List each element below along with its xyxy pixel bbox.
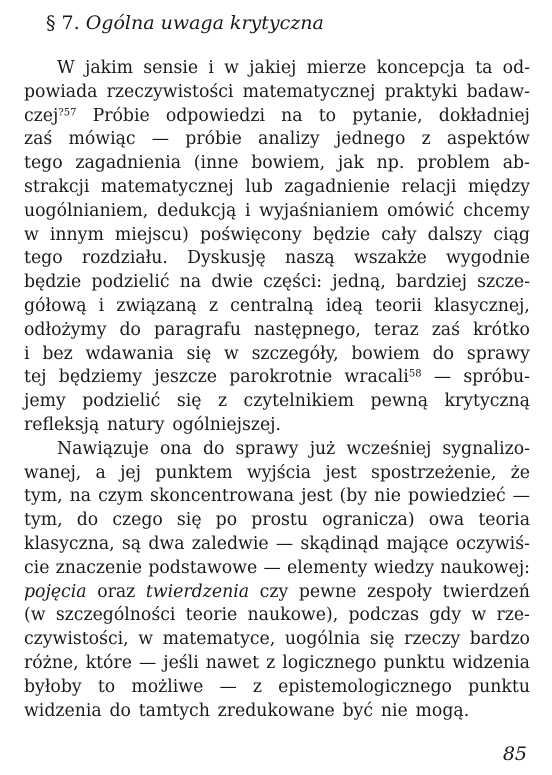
text-line <box>24 414 530 438</box>
word: skoncentrowana <box>150 486 295 507</box>
word: związaną <box>116 295 197 316</box>
word: dwa <box>148 533 185 554</box>
word: naszą <box>284 248 335 269</box>
emphasized-word: pojęcia <box>24 581 87 602</box>
word: — <box>512 486 530 507</box>
word: bardziej <box>396 272 467 293</box>
text-line <box>24 295 530 319</box>
text-line <box>24 509 530 533</box>
word: i <box>244 200 251 221</box>
word: ab- <box>502 153 530 174</box>
word: podstawowe <box>148 557 258 578</box>
word: elementy <box>286 557 368 578</box>
word: punktu <box>383 652 446 673</box>
text-line <box>24 200 530 224</box>
word: logicznego <box>282 652 377 673</box>
word: paragrafu <box>153 319 242 340</box>
text-line <box>24 557 530 581</box>
word: będzie <box>24 272 82 293</box>
word: i <box>208 58 214 78</box>
word: klasycznej, <box>433 295 530 316</box>
word: rze- <box>496 605 530 626</box>
word: widzenia <box>24 700 102 721</box>
word: wiedzy <box>373 557 435 578</box>
word: zespoły <box>366 581 432 602</box>
section-heading <box>46 10 324 36</box>
word: podzielić <box>82 391 161 412</box>
word: wyjścia <box>246 462 312 483</box>
word: wygodnie <box>446 248 530 269</box>
emphasized-word: twierdzenia <box>145 581 250 602</box>
word: czym <box>98 486 143 507</box>
word: praktyki <box>384 81 458 102</box>
word: pewną <box>370 391 429 412</box>
word: odpowiedzi <box>165 105 266 126</box>
word: w <box>224 58 239 78</box>
word: pewne <box>298 581 357 602</box>
word: w <box>138 629 154 650</box>
word: ta <box>475 58 493 78</box>
word: po <box>215 510 238 531</box>
word: epistemologicznego <box>278 676 452 697</box>
word: są <box>121 533 142 554</box>
word: rozdziału. <box>81 248 168 269</box>
word: znaczenie <box>55 557 143 578</box>
word: teorii <box>375 295 422 316</box>
word: sprawy <box>235 438 299 459</box>
word: matematycznej <box>100 176 234 197</box>
word: jak <box>337 153 364 174</box>
word: — <box>138 652 157 673</box>
word: czywistości, <box>24 629 129 650</box>
word: teorie <box>185 605 238 626</box>
word: matematycznej <box>242 81 376 102</box>
word: jeszcze <box>154 367 217 388</box>
text-line <box>24 366 530 390</box>
word: które <box>85 652 132 673</box>
word: bardzo <box>469 629 530 650</box>
word: z <box>421 129 431 150</box>
word: aspektów <box>446 129 530 150</box>
word: ogranicza) <box>322 510 415 531</box>
section-title: Ogólna uwaga krytyczna <box>85 12 324 34</box>
word: w <box>24 224 39 245</box>
word: ideą <box>325 295 363 316</box>
word: — <box>275 533 294 554</box>
word: Próbie <box>92 105 150 126</box>
text-line <box>24 604 530 628</box>
body-text <box>24 57 530 723</box>
word: oczywiś- <box>455 533 530 554</box>
word: ciąg <box>493 224 530 245</box>
word: owa <box>428 510 465 531</box>
footnote-marker: ?57 <box>58 107 77 119</box>
word: nawet <box>205 652 260 673</box>
word: jej <box>120 462 142 483</box>
word: odłożymy <box>24 319 107 340</box>
word: rzeczy <box>404 629 461 650</box>
word: wanej, <box>24 462 82 483</box>
word: następnego, <box>254 319 361 340</box>
word: tego <box>24 248 63 269</box>
word: mierze <box>306 58 367 78</box>
text-line <box>24 176 530 200</box>
word: tym, <box>24 510 63 531</box>
word: analizy <box>258 129 320 150</box>
word: np. <box>376 153 405 174</box>
word: W <box>57 58 75 78</box>
word: uogólnia <box>284 629 361 650</box>
word: czego <box>112 510 163 531</box>
word: jeśli <box>163 652 199 673</box>
word: powiedzieć <box>408 486 506 507</box>
word: omówić <box>387 200 455 221</box>
word: problem <box>417 153 490 174</box>
word: (by <box>339 486 368 507</box>
word: że <box>510 462 530 483</box>
word: różne, <box>24 652 79 673</box>
word: — <box>433 367 452 388</box>
text-line <box>24 390 530 414</box>
word: będzie <box>312 224 371 245</box>
text-line <box>24 676 530 700</box>
word: do <box>119 319 141 340</box>
word: to <box>318 105 337 126</box>
paragraph <box>24 438 530 724</box>
word: badaw- <box>466 81 530 102</box>
word: zaś <box>24 129 53 150</box>
text-line <box>24 438 530 462</box>
word: pytanie, <box>352 105 423 126</box>
word: jedną, <box>332 272 386 293</box>
word: gdy <box>429 605 462 626</box>
text-line <box>24 700 530 724</box>
word: a <box>95 462 106 483</box>
word: z <box>252 676 263 697</box>
word: zredukowane <box>217 700 335 721</box>
text-line <box>24 652 530 676</box>
word: cały <box>381 224 417 245</box>
text-line <box>24 485 530 509</box>
word: wyjaśnianiem <box>259 200 379 221</box>
word: refleksją <box>24 414 100 435</box>
word: poświęcony <box>199 224 302 245</box>
word: rzeczywistości <box>106 81 234 102</box>
word: spostrzeżenie, <box>370 462 497 483</box>
word: spróbu- <box>463 367 530 388</box>
word: będziemy <box>58 367 143 388</box>
word: do <box>109 700 131 721</box>
word: czy <box>259 581 289 602</box>
word: dwie <box>211 272 253 293</box>
word: i <box>24 343 30 364</box>
text-line <box>24 57 530 81</box>
word: do <box>432 343 455 364</box>
text-line <box>24 152 530 176</box>
word: do <box>202 438 225 459</box>
word: szczegóły, <box>251 343 339 364</box>
text-line <box>24 628 530 652</box>
word: dedukcją <box>156 200 237 221</box>
text-line <box>24 105 530 129</box>
word: twierdzeń <box>442 581 530 602</box>
text-line <box>24 247 530 271</box>
word: na <box>69 486 92 507</box>
text-line <box>24 224 530 248</box>
word: sensie <box>143 58 199 78</box>
word: sygnalizo- <box>442 438 530 459</box>
word: już <box>309 438 336 459</box>
word: Nawiązuje <box>57 438 149 459</box>
word: (w <box>24 605 46 626</box>
word: bowiem <box>351 343 420 364</box>
word: się <box>176 391 202 412</box>
word: dokładniej <box>438 105 530 126</box>
word: bez <box>42 343 73 364</box>
word: mówiąc <box>68 129 136 150</box>
text-line <box>24 128 530 152</box>
word: tym, <box>24 486 63 507</box>
word: ona <box>159 438 192 459</box>
word: strakcji <box>24 176 90 197</box>
word: w <box>223 343 239 364</box>
word: powiada <box>24 81 98 102</box>
text-line <box>24 81 530 105</box>
word: cie <box>24 557 50 578</box>
word: innym <box>49 224 104 245</box>
text-line <box>24 343 530 367</box>
word: chcemy <box>463 200 530 221</box>
word: bowiem, <box>251 153 326 174</box>
word: nie <box>374 486 401 507</box>
word: jemy <box>24 391 66 412</box>
word: miejscu) <box>114 224 189 245</box>
word: się <box>369 629 395 650</box>
word: punktu <box>468 676 530 697</box>
text-line <box>24 271 530 295</box>
word: jakiej <box>249 58 297 78</box>
word: oraz <box>97 581 136 602</box>
word: punktem <box>155 462 233 483</box>
word: z <box>217 391 228 412</box>
word: teraz <box>373 319 419 340</box>
word: możliwe <box>131 676 204 697</box>
word: tamtych <box>138 700 210 721</box>
word: na <box>281 105 303 126</box>
word: zagadnienia <box>75 153 182 174</box>
word: szczególności <box>55 605 176 626</box>
word: krótko <box>472 319 530 340</box>
word: skądinąd <box>300 533 380 554</box>
word: relacji <box>401 176 457 197</box>
word: podzielić <box>91 272 170 293</box>
word: uogólnianiem, <box>24 200 149 221</box>
word: i <box>98 295 105 316</box>
word: jest <box>301 486 333 507</box>
word: na <box>179 272 202 293</box>
word: koncepcja <box>376 58 465 78</box>
text-line <box>24 581 530 605</box>
word: próbie <box>185 129 242 150</box>
word: nie <box>380 700 408 721</box>
word: z <box>208 295 219 316</box>
word: naukowe), <box>247 605 339 626</box>
word: zaś <box>431 319 460 340</box>
word: lub <box>245 176 273 197</box>
word: prostu <box>251 510 308 531</box>
word: szcze- <box>477 272 530 293</box>
word: sprawy <box>466 343 530 364</box>
word: matematyce, <box>162 629 276 650</box>
word: w <box>471 605 487 626</box>
word: centralną <box>230 295 314 316</box>
word: byłoby <box>24 676 82 697</box>
word: krytyczną <box>444 391 530 412</box>
word: teoria <box>478 510 530 531</box>
word: gółową <box>24 295 87 316</box>
word: się <box>176 510 202 531</box>
text-line <box>24 533 530 557</box>
word: ogólniejszej. <box>172 414 282 435</box>
word: Dyskusję <box>187 248 266 269</box>
word: się <box>186 343 212 364</box>
word: zagadnienie <box>284 176 391 197</box>
word: wdawania <box>85 343 174 364</box>
word: części: <box>263 272 323 293</box>
word: — <box>219 676 237 697</box>
word: tego <box>24 153 63 174</box>
word: mogą. <box>415 700 470 721</box>
word: — <box>151 129 170 150</box>
word: jest <box>325 462 357 483</box>
word: — <box>263 557 281 578</box>
word: z <box>266 652 276 673</box>
text-line <box>24 319 530 343</box>
word: widzenia <box>452 652 530 673</box>
word: zaledwie <box>191 533 269 554</box>
word: dalszy <box>427 224 483 245</box>
word: mające <box>386 533 449 554</box>
word: wracali$^{58}$ <box>344 367 422 388</box>
word: (inne <box>193 153 239 174</box>
word: klasyczna, <box>24 533 115 554</box>
word: natury <box>107 414 165 435</box>
word: parokrotnie <box>229 367 333 388</box>
word: od- <box>502 58 530 78</box>
word: wcześniej <box>346 438 432 459</box>
word: wszakże <box>353 248 427 269</box>
word: czytelnikiem <box>243 391 355 412</box>
word: czej$^{?57}$ <box>24 105 77 126</box>
section-number: § 7. <box>46 12 80 34</box>
word: do <box>76 510 99 531</box>
footnote-marker: 58 <box>408 368 422 380</box>
word: między <box>467 176 530 197</box>
word: naukowej: <box>440 557 530 578</box>
page-number: 85 <box>502 743 527 765</box>
text-line <box>24 462 530 486</box>
word: jakim <box>85 58 134 78</box>
paragraph <box>24 57 530 438</box>
word: tej <box>24 367 47 388</box>
word: podczas <box>348 605 419 626</box>
word: jednego <box>335 129 406 150</box>
word: być <box>342 700 374 721</box>
word: to <box>97 676 116 697</box>
